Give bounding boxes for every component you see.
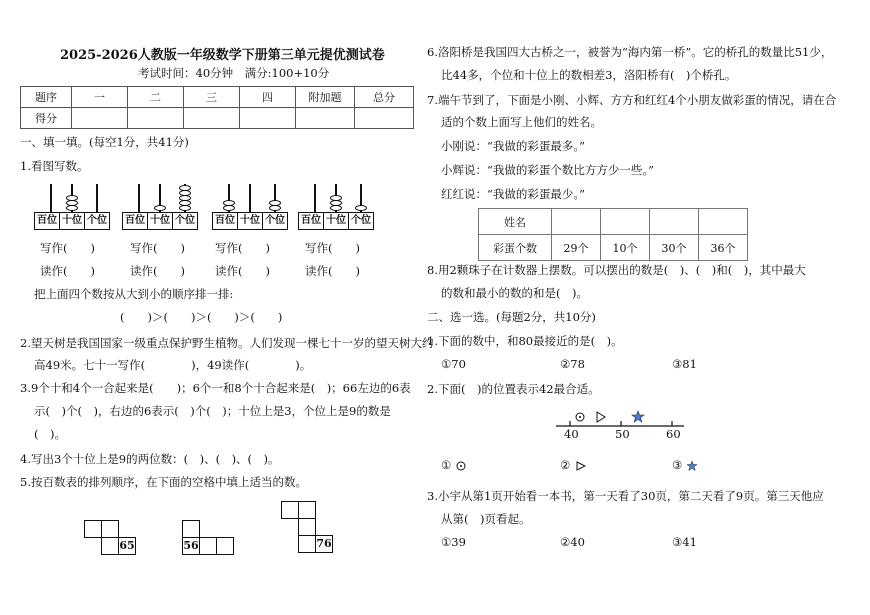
choice-question-2: 2.下面( )的位置表示42最合适。	[427, 382, 600, 396]
question-3-line-3: ( )。	[34, 427, 66, 441]
choice-option[interactable]: ①39	[441, 535, 466, 549]
table-row-label: 得分	[21, 108, 72, 129]
choice-option[interactable]	[441, 458, 467, 472]
choice-option[interactable]: ③81	[672, 357, 697, 371]
order-instruction: 把上面四个数按从大到小的顺序排一排:	[34, 287, 234, 301]
place-label: 十位	[60, 213, 85, 229]
grid-cell-empty[interactable]	[101, 537, 119, 555]
circle-marker-icon	[576, 413, 584, 421]
score-cell[interactable]	[296, 108, 355, 129]
table-row	[21, 108, 414, 129]
choice-number: ①	[441, 458, 452, 472]
bead	[330, 205, 342, 211]
bead	[154, 205, 166, 211]
table-header-cell: 四	[240, 87, 296, 108]
count-cell: 36个	[699, 235, 748, 261]
place-label: 个位	[351, 215, 371, 226]
bead	[179, 205, 191, 211]
abacus-2	[122, 184, 198, 230]
read-blank[interactable]: 读作( )	[130, 264, 185, 278]
question-1: 1.看图写数。	[20, 159, 89, 173]
place-label: 个位	[87, 215, 107, 226]
table-header-cell: 三	[184, 87, 240, 108]
score-cell[interactable]	[240, 108, 296, 129]
place-label: 百位	[35, 213, 60, 229]
grid-cell-empty[interactable]	[298, 501, 316, 519]
grid-cell-empty[interactable]	[84, 520, 102, 538]
abacus-4	[298, 184, 374, 230]
count-cell: 30个	[650, 235, 699, 261]
place-label: 百位	[123, 213, 148, 229]
choice-number: ②	[560, 458, 571, 472]
grid-cell-empty[interactable]	[216, 537, 234, 555]
count-cell: 29个	[552, 235, 601, 261]
star-marker-icon	[632, 411, 644, 422]
question-6-line-1: 6.洛阳桥是我国四大古桥之一，被誉为“海内第一桥”。它的桥孔的数量比51少，	[427, 45, 833, 59]
read-blank[interactable]: 读作( )	[305, 264, 360, 278]
exam-info: 考试时间：40分钟 满分:100+10分	[138, 66, 330, 80]
table-header-cell: 总分	[355, 87, 414, 108]
table-row	[21, 87, 414, 108]
triangle-marker-icon	[597, 412, 605, 422]
choice-option[interactable]	[672, 458, 698, 472]
order-blanks[interactable]: ( )＞( )＞( )＞( )	[120, 310, 283, 324]
table-row-label: 姓名	[479, 209, 552, 235]
abacus-3	[212, 184, 288, 230]
question-2-line-2: 高49米。七十一写作( )，49读作( )。	[34, 358, 312, 372]
abacus-base	[122, 212, 198, 230]
place-label: 十位	[238, 213, 263, 229]
read-blank[interactable]: 读作( )	[40, 264, 95, 278]
score-table	[20, 86, 414, 129]
question-4: 4.写出3个十位上是9的两位数：( )、( )、( )。	[20, 452, 280, 466]
write-blank[interactable]: 写作( )	[130, 241, 185, 255]
grid-cell-empty[interactable]	[199, 537, 217, 555]
table-row	[479, 209, 748, 235]
choice-number: ③	[672, 458, 683, 472]
bead	[66, 205, 78, 211]
number-line-label: 60	[666, 427, 681, 441]
grid-cell-empty[interactable]	[298, 535, 316, 553]
name-cell[interactable]	[699, 209, 748, 235]
choice-question-1: 1.下面的数中，和80最接近的是( )。	[427, 334, 623, 348]
table-header-cell: 附加题	[296, 87, 355, 108]
triangle-marker-icon	[574, 460, 586, 472]
table-row	[479, 235, 748, 261]
choice-option[interactable]	[560, 458, 586, 472]
choice-option[interactable]: ①70	[441, 357, 466, 371]
quote-honghong: 红红说：“我做的彩蛋最少。”	[441, 187, 586, 201]
grid-cell-empty[interactable]	[281, 501, 299, 519]
choice-option[interactable]: ③41	[672, 535, 697, 549]
choice-option[interactable]: ②78	[560, 357, 585, 371]
question-7-line-1: 7.端午节到了，下面是小刚、小辉、方方和红红4个小朋友做彩蛋的情况，请在合	[427, 93, 837, 107]
abacus-base	[212, 212, 288, 230]
abacus-rod	[50, 184, 52, 213]
question-2-line-1: 2.望天树是我国国家一级重点保护野生植物。人们发现一棵七十一岁的望天树大约	[20, 336, 434, 350]
grid-cell-number: 65	[118, 537, 136, 555]
bead	[269, 205, 281, 211]
table-row-label: 彩蛋个数	[479, 235, 552, 261]
abacus-rod	[249, 184, 251, 213]
page-title: 2025-2026人教版一年级数学下册第三单元提优测试卷	[60, 48, 385, 63]
grid-cell-number: 76	[315, 535, 333, 553]
grid-cell-empty[interactable]	[101, 520, 119, 538]
abacus-rod	[314, 184, 316, 213]
question-3-line-2: 示( )个( )，右边的6表示( )个( )；十位上是3，个位上是9的数是	[34, 404, 391, 418]
table-header-cell: 一	[72, 87, 128, 108]
question-5: 5.按百数表的排列顺序，在下面的空格中填上适当的数。	[20, 475, 307, 489]
star-marker-icon	[686, 460, 698, 472]
table-header-cell: 二	[128, 87, 184, 108]
score-cell[interactable]	[128, 108, 184, 129]
circle-marker-icon	[455, 460, 467, 472]
write-blank[interactable]: 写作( )	[215, 241, 270, 255]
place-label: 个位	[175, 215, 195, 226]
choice-option[interactable]: ②40	[560, 535, 585, 549]
write-blank[interactable]: 写作( )	[305, 241, 360, 255]
quote-xiaogang: 小刚说：“我做的彩蛋最多。”	[441, 139, 586, 153]
write-blank[interactable]: 写作( )	[40, 241, 95, 255]
name-cell[interactable]	[552, 209, 601, 235]
place-label: 百位	[299, 213, 324, 229]
read-blank[interactable]: 读作( )	[215, 264, 270, 278]
question-6-line-2: 比44多，个位和十位上的数相差3，洛阳桥有( )个桥孔。	[441, 68, 737, 82]
place-label: 十位	[324, 213, 349, 229]
score-cell[interactable]	[184, 108, 240, 129]
grid-cell-empty[interactable]	[182, 520, 200, 538]
number-line-label: 40	[564, 427, 579, 441]
place-label: 百位	[213, 213, 238, 229]
section-1-heading: 一、填一填。(每空1分，共41分)	[20, 135, 189, 149]
abacus-base	[34, 212, 110, 230]
place-label: 个位	[265, 215, 285, 226]
number-line-label: 50	[615, 427, 630, 441]
abacus-rod	[96, 184, 98, 213]
abacus-rod	[138, 184, 140, 213]
quote-xiaohui: 小辉说：“我做的彩蛋个数比方方少一些。”	[441, 163, 655, 177]
name-cell[interactable]	[601, 209, 650, 235]
grid-cell-number: 56	[182, 537, 200, 555]
place-label: 十位	[148, 213, 173, 229]
egg-table	[478, 208, 748, 261]
bead	[355, 205, 367, 211]
abacus-1	[34, 184, 110, 230]
name-cell[interactable]	[650, 209, 699, 235]
choice-question-3-line-1: 3.小宇从第1页开始看一本书，第一天看了30页，第二天看了9页。第三天他应	[427, 489, 824, 503]
score-cell[interactable]	[355, 108, 414, 129]
section-2-heading: 二、选一选。(每题2分，共10分)	[427, 310, 596, 324]
grid-cell-empty[interactable]	[298, 518, 316, 536]
choice-question-3-line-2: 从第( )页看起。	[441, 512, 531, 526]
question-8-line-2: 的数和最小的数的和是( )。	[441, 286, 588, 300]
score-cell[interactable]	[72, 108, 128, 129]
table-header-cell: 题序	[21, 87, 72, 108]
count-cell: 10个	[601, 235, 650, 261]
bead	[223, 205, 235, 211]
question-8-line-1: 8.用2颗珠子在计数器上摆数。可以摆出的数是( )、( )和( )，其中最大	[427, 263, 806, 277]
abacus-base	[298, 212, 374, 230]
question-3-line-1: 3.9个十和4个一合起来是( )；6个一和8个十合起来是( )；66左边的6表	[20, 381, 411, 395]
question-7-line-2: 适的个数上面写上他们的姓名。	[441, 115, 602, 129]
